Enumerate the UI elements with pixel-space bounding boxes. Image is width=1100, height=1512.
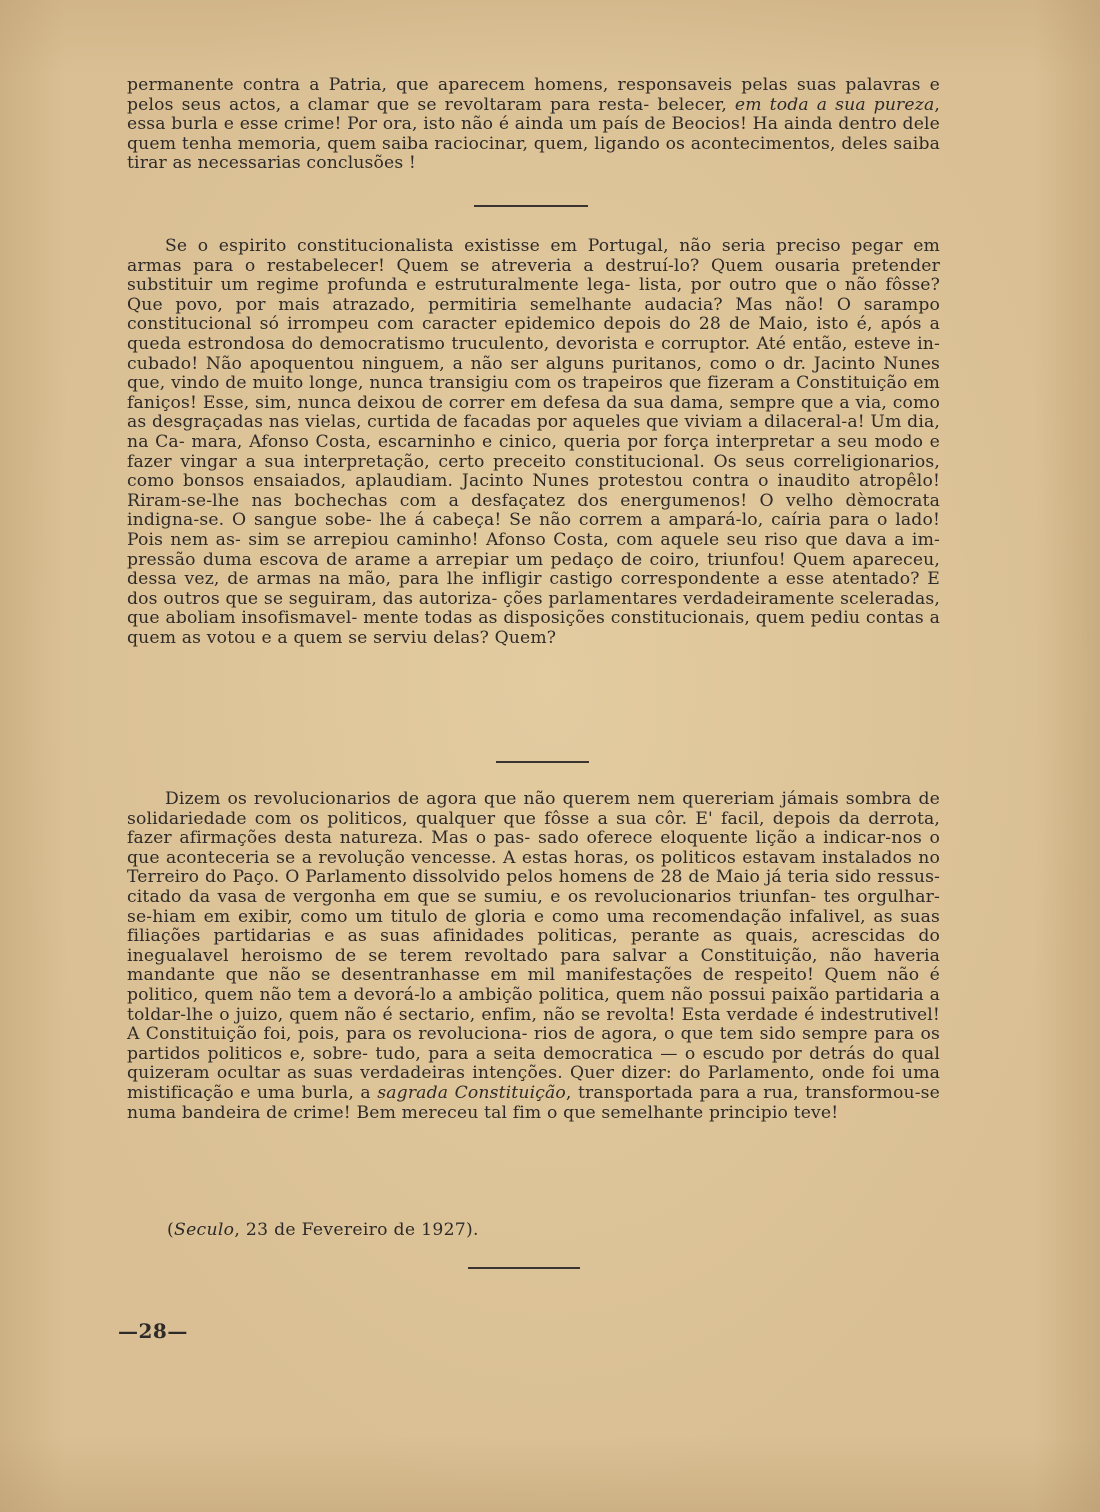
section-divider [496,761,589,763]
paragraph-1: permanente contra a Patria, que aparecem homens, responsaveis pelas suas palavras e pelos seus actos, a clamar que se revoltaram para resta- belecer, em toda a sua pureza, essa burla e esse crime! Por ora, isto não é ainda um país de Beocios! Ha ainda dentro dele quem tenha memoria, quem saiba raciocinar, quem, ligando os acontecimentos, deles saiba tirar as necessarias conclusões ! [127,75,940,174]
section-divider [474,205,588,207]
end-divider [468,1267,580,1269]
paragraph-3: Dizem os revolucionarios de agora que não querem nem quereriam jámais sombra de solidariedade com os politicos, qualquer que fôsse a sua côr. E' facil, depois da derrota, fazer afirmações desta natureza. Mas o pas- sado oferece eloquente lição a indicar-nos o que aconteceria se a revolução vencesse. A estas horas, os politicos estavam instalados no Terreiro do Paço. O Parlamento dissolvido pelos homens de 28 de Maio já teria sido ressus- citado da vasa de vergonha em que se sumiu, e os revolucionarios triunfan- tes orgulhar-se-hiam em exibir, como um titulo de gloria e como uma recomendação infalivel, as suas filiações partidarias e as suas afinidades politicas, perante as quais, acrescidas do inegualavel heroismo de se terem revoltado para salvar a Constituição, não haveria mandante que não se desentranhasse em mil manifestações de respeito! Quem não é politico, quem não tem a devorá-lo a ambição politica, quem não possui paixão partidaria a toldar-lhe o juizo, quem não é sectario, enfim, não se revolta! Esta verdade é indestrutivel! A Constituição foi, pois, para os revoluciona- rios de agora, o que tem sido sempre para os partidos politicos e, sobre- tudo, para a seita democratica — o escudo por detrás do qual quizeram ocultar as suas verdadeiras intenções. Quer dizer: do Parlamento, onde foi uma mistificação e uma burla, a sagrada Constituição, transportada para a rua, transformou-se numa bandeira de crime! Bem mereceu tal fim o que semelhante principio teve! [127,789,941,1123]
citation: (Seculo, 23 de Fevereiro de 1927). [167,1220,479,1240]
page-number: —28— [118,1319,188,1343]
citation-source: Seculo [174,1220,235,1240]
emphasis-text: em toda a sua pureza [734,94,935,115]
paragraph-2: Se o espirito constitucionalista existisse em Portugal, não seria preciso pegar em armas para o restabelecer! Quem se atreveria a destruí-lo? Quem ousaria pretender substituir um regime profunda e estruturalmente lega- lista, por outro que o não fôsse? Que povo, por mais atrazado, permitiria semelhante audacia? Mas não! O sarampo constitucional só irrompeu com caracter epidemico depois do 28 de Maio, isto é, após a queda estrondosa do democratismo truculento, devorista e corruptor. Até então, esteve in- cubado! Não apoquentou ninguem, a não ser alguns puritanos, como o dr. Jacinto Nunes que, vindo de muito longe, nunca transigiu com os trapeiros que fizeram a Constituição em faniços! Esse, sim, nunca deixou de correr em defesa da sua dama, sempre que a via, como as desgraçadas nas vielas, curtida de facadas por aqueles que viviam a dilaceral-a! Um dia, na Ca- mara, Afonso Costa, escarninho e cinico, queria por força interpretar a seu modo e fazer vingar a sua interpretação, certo preceito constitucional. Os seus correligionarios, como bonsos ensaiados, aplaudiam. Jacinto Nunes protestou contra o inaudito atropêlo! Riram-se-lhe nas bochechas com a desfaçatez dos energumenos! O velho dèmocrata indigna-se. O sangue sobe- lhe á cabeça! Se não correm a ampará-lo, caíria para o lado! Pois nem as- sim se arrepiou caminho! Afonso Costa, com aquele seu riso que dava a im- pressão duma escova de arame a arrepiar um pedaço de coiro, triunfou! Quem apareceu, dessa vez, de armas na mão, para lhe infligir castigo correspondente a esse atentado? E dos outros que se seguiram, das autoriza- ções parlamentares verdadeiramente sceleradas, que aboliam insofismavel- mente todas as disposições constitucionais, quem pediu contas a quem as votou e a quem se serviu delas? Quem? [127,236,941,648]
emphasis-text: sagrada Constituição [377,1082,566,1103]
